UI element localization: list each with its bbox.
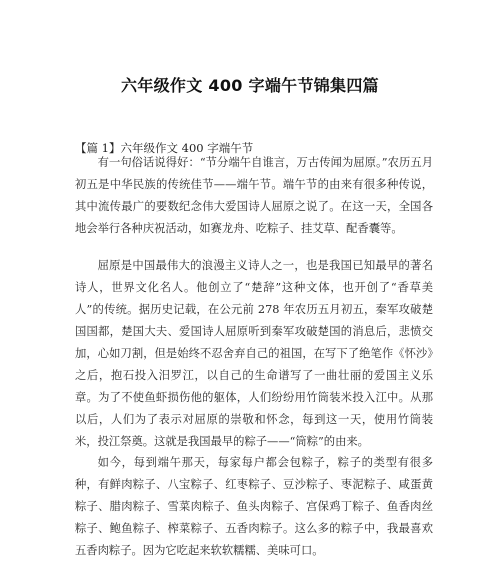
paragraph-2: 屈原是中国最伟大的浪漫主义诗人之一，也是我国已知最早的著名诗人，世界文化名人。他创立了“楚辞”这种文体，也开创了“香草美人”的传统。据历史记载，在公元前 278 年农历五月初五，秦军攻破楚国国都，楚国大夫、爱国诗人屈原听到秦军攻破楚国的消息后，悲愤交加，心如刀割，但是始终不忍舍弃自己的祖国，在写下了绝笔作《怀沙》之后，抱石投入汨罗江，以自己的生命谱写了一曲壮丽的爱国主义乐章。为了不使鱼虾损伤他的躯体，人们纷纷用竹筒装米投入江中。从那以后，人们为了表示对屈原的崇敬和怀念，每到这一天，使用竹筒装米，投江祭奠。这就是我国最早的粽子——“筒粽”的由来。 xyxy=(75,259,433,448)
paragraph-3: 如今，每到端午那天，每家每户都会包粽子，粽子的类型有很多种，有鲜肉粽子、八宝粽子、红枣粽子、豆沙粽子、枣泥粽子、咸蛋黄粽子、腊肉粽子、雪菜肉粽子、鱼头肉粽子、宫保鸡丁粽子、鱼香肉丝粽子、鲍鱼粽子、榨菜粽子、五香肉粽子。这么多的粽子中，我最喜欢五香肉粽子。因为它吃起来软软糯糯、美味可口。 xyxy=(75,456,433,557)
paragraph-1: 有一句俗话说得好：“节分端午自谁言，万古传闻为屈原。”农历五月初五是中华民族的传统佳节——端午节。端午节的由来有很多种传说，其中流传最广的要数纪念伟大爱国诗人屈原之说了。在这一天，全国各地会举行各种庆祝活动，如赛龙舟、吃粽子、挂艾草、配香囊等。 xyxy=(75,156,433,235)
page-title: 六年级作文 400 字端午节锦集四篇 xyxy=(121,76,379,95)
section-heading: 【篇 1】六年级作文 400 字端午节 xyxy=(75,141,254,155)
